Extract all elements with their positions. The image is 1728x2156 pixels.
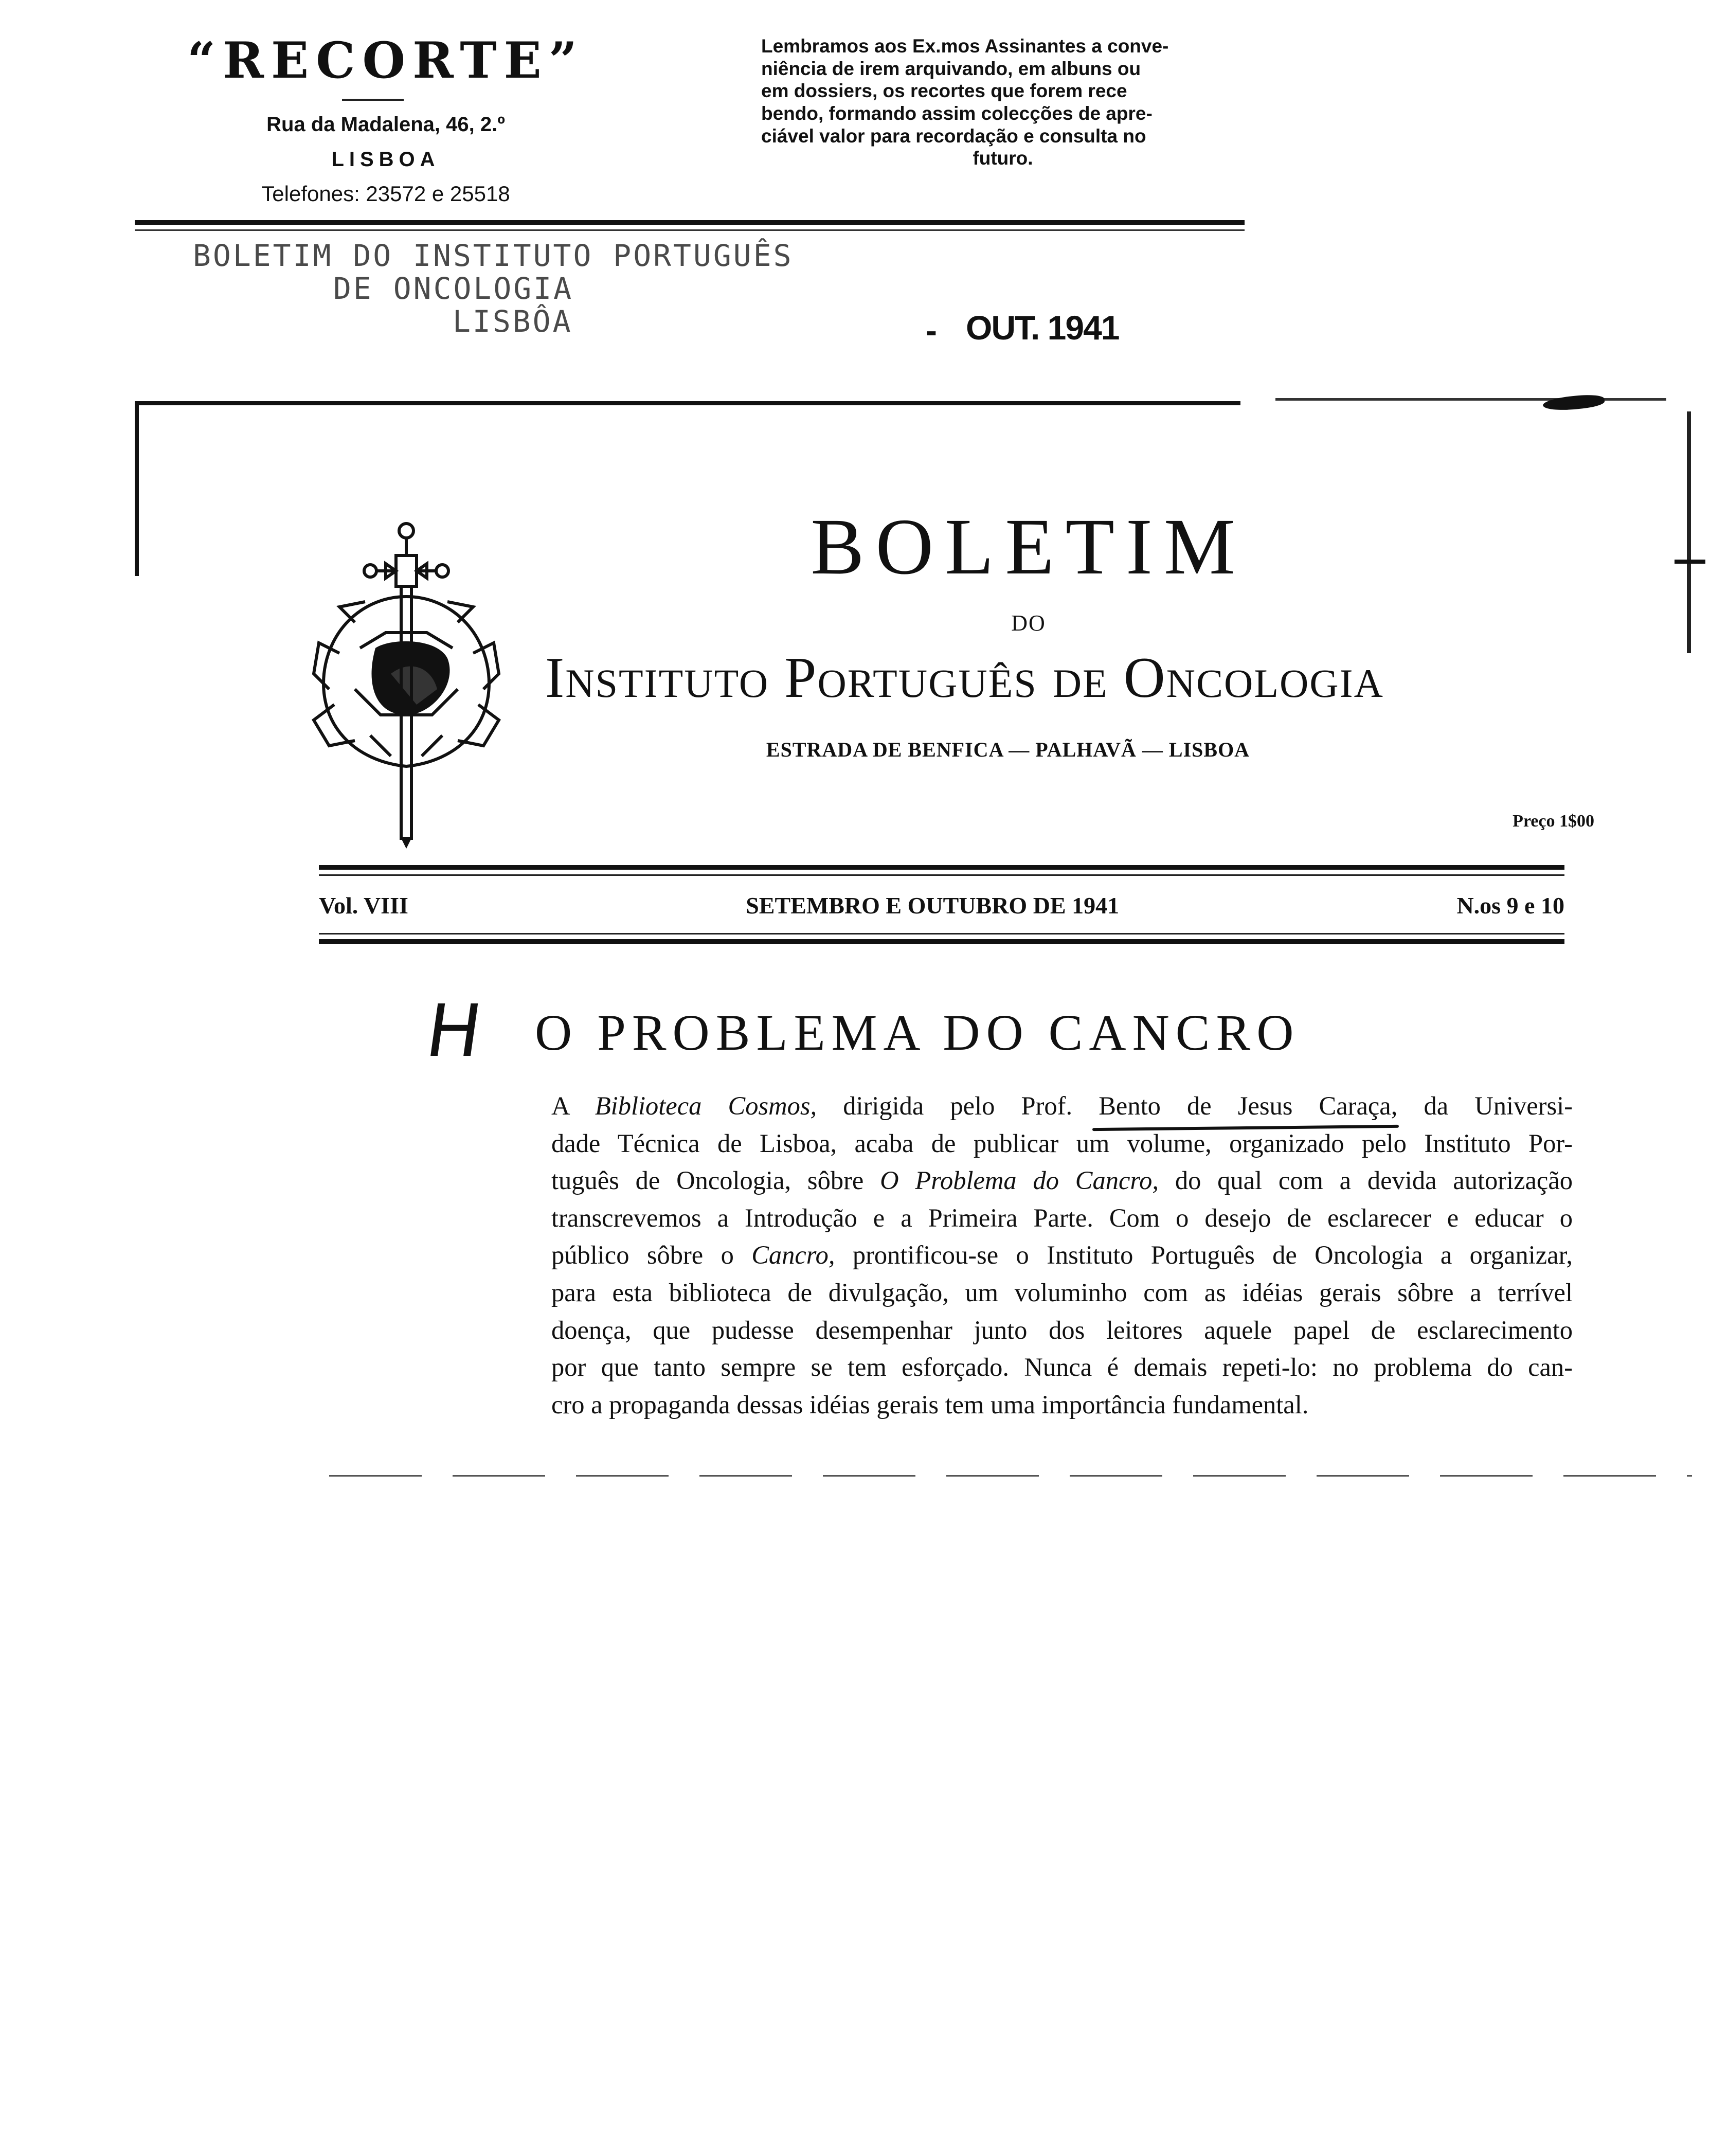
article-line: dade Técnica de Lisboa, acaba de publicar um volume, organizado pelo Instituto Por- xyxy=(551,1128,1573,1158)
article-line xyxy=(551,1162,1573,1199)
frame-right-border xyxy=(1687,411,1691,653)
article-line: para esta biblioteca de divulgação, um voluminho com as idéias gerais sôbre a terrível xyxy=(551,1278,1573,1307)
clipping-bottom-edge xyxy=(329,1475,1692,1477)
issue-bar-bottom-rule xyxy=(319,939,1564,944)
frame-left-border xyxy=(135,401,139,576)
stamp-line-3: LISBÔA xyxy=(453,304,573,339)
notice-line: bendo, formando assim colecções de apre- xyxy=(761,102,1153,124)
recorte-city: LISBOA xyxy=(331,148,440,171)
bulletin-title: BOLETIM xyxy=(811,502,1247,591)
text-run: tuguês de Oncologia, sôbre xyxy=(551,1166,880,1195)
text-run: público sôbre o xyxy=(551,1241,752,1270)
article-body xyxy=(551,1087,1573,1423)
bulletin-title-do: DO xyxy=(1011,610,1046,636)
italic-run: Cancro, xyxy=(751,1241,835,1270)
stamp-line-1: BOLETIM DO INSTITUTO PORTUGUÊS xyxy=(193,238,794,273)
frame-top-border xyxy=(135,401,1240,405)
date-stamp: OUT. 1941 xyxy=(966,309,1119,347)
text-run: dirigida pelo Prof. Bento de Jesus Caraça, da Universi- xyxy=(817,1091,1573,1120)
volume-label: Vol. VIII xyxy=(319,892,408,919)
article-line: doença, que pudesse desempenhar junto dos leitores aquele papel de esclarecimento xyxy=(551,1315,1573,1344)
header-rule xyxy=(135,220,1245,225)
ink-blot xyxy=(1542,393,1605,412)
issue-date: SETEMBRO E OUTUBRO DE 1941 xyxy=(746,892,1120,919)
cross-sword-emblem-icon xyxy=(309,519,504,849)
issue-info-row xyxy=(319,885,1564,926)
recorte-title: “RECORTE” xyxy=(187,31,585,89)
date-stamp-dash: - xyxy=(926,311,937,349)
issue-bar-bottom-rule-thin xyxy=(319,933,1564,935)
article-line: cro a propaganda dessas idéias gerais tem uma importância fundamental. xyxy=(551,1390,1309,1419)
institute-address: ESTRADA DE BENFICA — PALHAVÃ — LISBOA xyxy=(766,738,1250,761)
stamp-line-2: DE ONCOLOGIA xyxy=(333,271,574,306)
recorte-address: Rua da Madalena, 46, 2.º xyxy=(266,113,505,136)
article-line: transcrevemos a Introdução e a Primeira Parte. Com o desejo de esclarecer e educar o xyxy=(551,1203,1573,1232)
issue-number: N.os 9 e 10 xyxy=(1456,892,1564,919)
text-run: prontificou-se o Instituto Português de Oncologia a organizar, xyxy=(835,1241,1573,1270)
handwritten-mark: H xyxy=(421,990,487,1073)
article-title: O PROBLEMA DO CANCRO xyxy=(535,1004,1300,1061)
recorte-phones: Telefones: 23572 e 25518 xyxy=(261,182,510,206)
short-divider xyxy=(342,99,404,101)
subscriber-notice xyxy=(761,35,1245,170)
issue-bar-top-rule-thin xyxy=(319,874,1564,876)
notice-line: niência de irem arquivando, em albuns ou xyxy=(761,58,1141,79)
price-label: Preço 1$00 xyxy=(1513,812,1594,831)
institute-name: Instituto Português de Oncologia xyxy=(545,646,1384,710)
article-line xyxy=(551,1236,1573,1274)
notice-line: ciável valor para recordação e consulta no xyxy=(761,125,1146,147)
italic-run: O Problema do Cancro, xyxy=(880,1166,1159,1195)
text-run: do qual com a devida autorização xyxy=(1159,1166,1573,1195)
article-line xyxy=(551,1087,1573,1125)
header-rule-thin xyxy=(135,229,1245,231)
notice-line: futuro. xyxy=(973,148,1033,169)
italic-run: Biblioteca Cosmos, xyxy=(595,1091,817,1120)
frame-top-border-right xyxy=(1275,398,1666,401)
issue-bar-top-rule xyxy=(319,865,1564,870)
text-run: A xyxy=(551,1091,595,1120)
article-line: por que tanto sempre se tem esforçado. Nunca é demais repeti-lo: no problema do can- xyxy=(551,1353,1573,1382)
notice-line: em dossiers, os recortes que forem rece xyxy=(761,80,1127,102)
notice-line: Lembramos aos Ex.mos Assinantes a conve- xyxy=(761,35,1169,57)
margin-mark xyxy=(1675,560,1705,564)
